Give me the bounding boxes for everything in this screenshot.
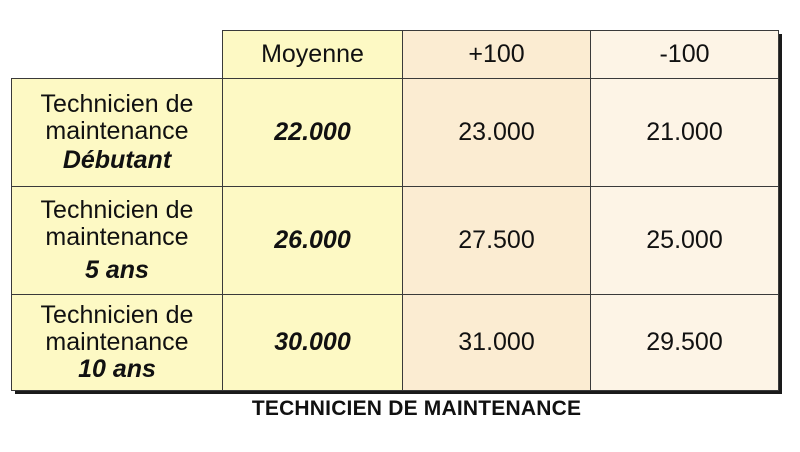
header-plus100: +100 (403, 31, 591, 79)
cell-plus100: 31.000 (403, 295, 591, 391)
cell-moyenne: 22.000 (223, 79, 403, 187)
table-row (12, 187, 779, 295)
cell-plus100: 23.000 (403, 79, 591, 187)
row-label-line2: maintenance (45, 223, 189, 251)
header-minus100: -100 (591, 31, 779, 79)
header-row (12, 31, 779, 79)
cell-minus100: 21.000 (591, 79, 779, 187)
row-label-line1: Technicien de (40, 90, 194, 118)
cell-moyenne: 30.000 (223, 295, 403, 391)
row-label-line2: maintenance (45, 328, 189, 356)
row-label-line2: maintenance (45, 117, 189, 145)
cell-moyenne: 26.000 (223, 187, 403, 295)
row-level: 5 ans (85, 256, 149, 284)
header-corner (12, 31, 223, 79)
cell-plus100: 27.500 (403, 187, 591, 295)
row-level: Débutant (62, 146, 172, 174)
table-caption: TECHNICIEN DE MAINTENANCE (251, 397, 582, 420)
salary-table (11, 30, 779, 391)
header-moyenne: Moyenne (223, 31, 403, 79)
cell-minus100: 29.500 (591, 295, 779, 391)
cell-minus100: 25.000 (591, 187, 779, 295)
row-label-line1: Technicien de (40, 301, 194, 329)
row-label-line1: Technicien de (40, 196, 194, 224)
row-label (12, 79, 223, 187)
salary-table-container (11, 30, 778, 390)
table-row (12, 79, 779, 187)
row-label (12, 295, 223, 391)
row-label (12, 187, 223, 295)
table-row (12, 295, 779, 391)
row-level: 10 ans (78, 355, 156, 383)
